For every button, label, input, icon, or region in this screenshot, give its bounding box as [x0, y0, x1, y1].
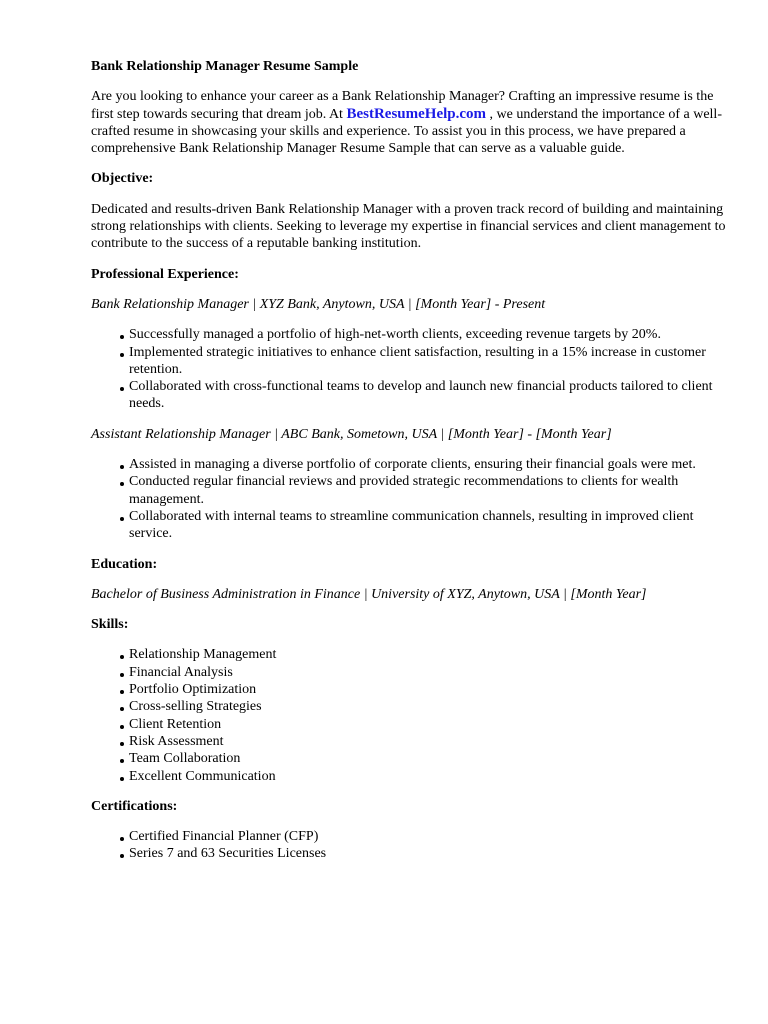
intro-paragraph [91, 88, 731, 157]
skills-list [91, 646, 731, 784]
certifications-list [91, 828, 731, 863]
list-item: Series 7 and 63 Securities Licenses [120, 845, 719, 862]
list-item: Conducted regular financial reviews and provided strategic recommendations to clients for wealth management. [120, 473, 719, 508]
list-item: Cross-selling Strategies [120, 698, 719, 715]
list-item: Team Collaboration [120, 750, 719, 767]
list-item: Successfully managed a portfolio of high-net-worth clients, exceeding revenue targets by 20%. [120, 326, 719, 343]
objective-text: Dedicated and results-driven Bank Relationship Manager with a proven track record of building and maintaining strong relationships with clients. Seeking to leverage my expertise in financial services and client management to contribute to the success of a reputable banking institution. [91, 201, 726, 252]
job-1-bullet-list [91, 326, 731, 412]
list-item: Certified Financial Planner (CFP) [120, 828, 719, 845]
job-title-1: Bank Relationship Manager | XYZ Bank, Anytown, USA | [Month Year] - Present [91, 296, 546, 312]
list-item: Financial Analysis [120, 664, 719, 681]
list-item: Client Retention [120, 716, 719, 733]
list-item: Relationship Management [120, 646, 719, 663]
resume-document [91, 58, 731, 876]
skills-heading: Skills: [91, 617, 129, 633]
certifications-heading: Certifications: [91, 798, 178, 814]
job-title-2: Assistant Relationship Manager | ABC Bank, Sometown, USA | [Month Year] - [Month Year] [91, 426, 612, 442]
objective-heading: Objective: [91, 171, 154, 187]
job-2-bullet-list [91, 456, 731, 542]
bestresumehelp-link[interactable]: BestResumeHelp.com [346, 105, 487, 122]
list-item: Collaborated with cross-functional teams to develop and launch new financial products tailored to client needs. [120, 378, 719, 413]
experience-heading: Professional Experience: [91, 266, 239, 282]
document-title: Bank Relationship Manager Resume Sample [91, 59, 359, 74]
intro-text-before-link: Are you looking to enhance your career as a Bank Relationship Manager? Crafting an impressive resume is the first step towards securing that dream job. At [91, 89, 714, 122]
list-item: Excellent Communication [120, 768, 719, 785]
list-item: Risk Assessment [120, 733, 719, 750]
list-item: Implemented strategic initiatives to enhance client satisfaction, resulting in a 15% increase in customer retention. [120, 344, 719, 379]
list-item: Collaborated with internal teams to streamline communication channels, resulting in improved client service. [120, 508, 719, 543]
list-item: Portfolio Optimization [120, 681, 719, 698]
intro-text-after-link: , we understand the importance of a well-crafted resume in showcasing your skills and experience. To assist you in this process, we have prepared a comprehensive Bank Relationship Manager Resume Sample that can serve as a valuable guide. [91, 106, 722, 157]
education-heading: Education: [91, 556, 158, 572]
education-degree: Bachelor of Business Administration in Finance | University of XYZ, Anytown, USA | [Month Year] [91, 586, 647, 602]
list-item: Assisted in managing a diverse portfolio of corporate clients, ensuring their financial goals were met. [120, 456, 719, 473]
